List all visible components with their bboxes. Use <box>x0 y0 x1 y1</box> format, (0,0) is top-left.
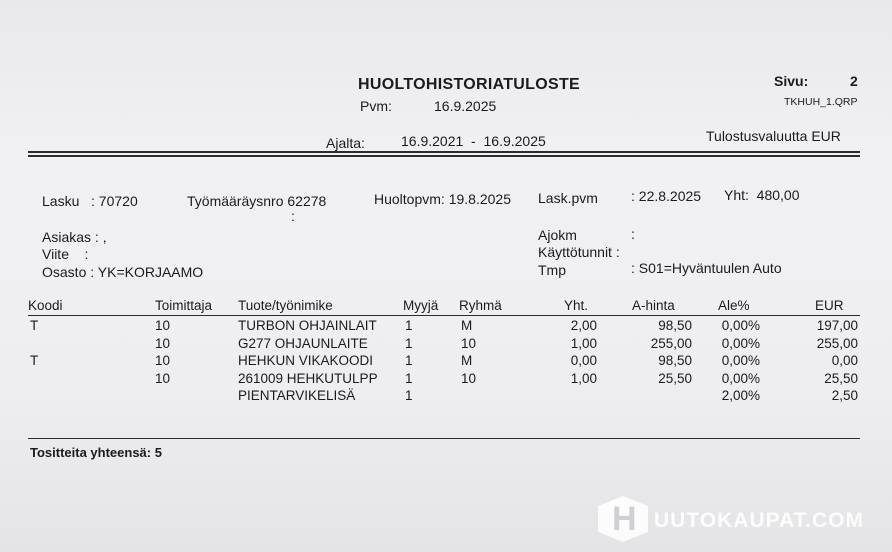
col-header-ale: Ale% <box>718 298 750 313</box>
cell-eur: 25,50 <box>824 371 858 386</box>
col-header-tuote: Tuote/työnimike <box>238 298 333 313</box>
cell-ale: 0,00% <box>721 371 760 386</box>
cell-ale: 2,00% <box>721 388 760 403</box>
cell-myyja: 1 <box>405 336 413 351</box>
date-label: Pvm: <box>360 98 392 114</box>
cell-ahinta: 255,00 <box>650 336 692 351</box>
header-rule-top <box>28 151 860 153</box>
col-header-yht: Yht. <box>564 298 589 313</box>
col-header-koodi: Koodi <box>28 298 63 313</box>
page-number: 2 <box>850 73 858 89</box>
cell-ale: 0,00% <box>721 318 760 333</box>
cell-toimittaja: 10 <box>155 336 171 351</box>
period-label: Ajalta: <box>326 135 365 151</box>
total-documents: Tositteita yhteensä: 5 <box>30 445 162 460</box>
cell-eur: 197,00 <box>816 318 858 333</box>
cell-eur: 2,50 <box>831 388 858 403</box>
watermark-logo-letter: H <box>612 500 637 538</box>
cell-ahinta: 98,50 <box>658 353 692 368</box>
cell-tuote: PIENTARVIKELISÄ <box>238 388 356 403</box>
tmp-label: Tmp <box>538 262 566 278</box>
mileage-colon: : <box>631 226 635 242</box>
period-value: 16.9.2021 - 16.9.2025 <box>401 133 546 149</box>
cell-ale: 0,00% <box>721 336 760 351</box>
cell-yht: 0,00 <box>570 353 597 368</box>
cell-yht: 2,00 <box>570 318 597 333</box>
cell-myyja: 1 <box>405 353 413 368</box>
report-title: HUOLTOHISTORIATULOSTE <box>358 76 581 93</box>
work-order-colon: : <box>291 208 295 224</box>
service-date: Huoltopvm: 19.8.2025 <box>374 191 511 207</box>
site-watermark <box>598 494 888 544</box>
cell-myyja: 1 <box>405 371 413 386</box>
cell-ryhma: 10 <box>461 371 477 386</box>
invoice-total: Yht: 480,00 <box>724 187 800 203</box>
cell-ale: 0,00% <box>721 353 760 368</box>
cell-myyja: 1 <box>405 388 413 403</box>
table-row <box>0 336 892 354</box>
page-label: Sivu: <box>774 73 809 89</box>
cell-koodi: T <box>30 353 39 368</box>
table-row <box>0 388 892 406</box>
cell-toimittaja: 10 <box>155 371 171 386</box>
customer-field: Asiakas : , <box>42 229 107 245</box>
reference-field: Viite : <box>42 246 89 262</box>
col-header-ryhma: Ryhmä <box>459 298 502 313</box>
mileage-label: Ajokm <box>538 227 577 243</box>
cell-koodi: T <box>30 318 39 333</box>
cell-yht: 1,00 <box>570 336 597 351</box>
col-header-myyja: Myyjä <box>403 298 439 313</box>
cell-tuote: TURBON OHJAINLAIT <box>238 318 377 333</box>
cell-ryhma: 10 <box>461 336 477 351</box>
col-header-eur: EUR <box>815 298 844 313</box>
date-value: 16.9.2025 <box>434 98 497 114</box>
cell-eur: 255,00 <box>816 336 858 351</box>
operating-hours-field: Käyttötunnit : <box>538 244 620 260</box>
report-code: TKHUH_1.QRP <box>784 96 858 108</box>
table-row <box>0 371 892 389</box>
table-header-rule <box>28 315 860 316</box>
tmp-value: : S01=Hyväntuulen Auto <box>631 260 782 276</box>
cell-myyja: 1 <box>405 318 413 333</box>
cell-toimittaja: 10 <box>155 353 171 368</box>
invoice-date-value: : 22.8.2025 <box>631 188 702 204</box>
table-row <box>0 318 892 336</box>
cell-tuote: HEHKUN VIKAKOODI <box>238 353 374 368</box>
invoice-date-label: Lask.pvm <box>538 190 598 206</box>
watermark-text: UUTOKAUPAT.COM <box>654 509 864 532</box>
cell-ryhma: M <box>461 353 473 368</box>
cell-eur: 0,00 <box>831 353 858 368</box>
currency-label: Tulostusvaluutta EUR <box>706 128 841 144</box>
header-rule-bottom <box>28 155 860 157</box>
cell-ryhma: M <box>461 318 473 333</box>
cell-tuote: G277 OHJAUNLAITE <box>238 336 368 351</box>
department-field: Osasto : YK=KORJAAMO <box>42 264 204 280</box>
col-header-toimittaja: Toimittaja <box>155 298 213 313</box>
cell-yht: 1,00 <box>570 371 597 386</box>
cell-toimittaja: 10 <box>155 318 171 333</box>
col-header-ahinta: A-hinta <box>632 298 675 313</box>
table-row <box>0 353 892 371</box>
work-order-number: Työmääräysnro 62278 <box>187 193 327 209</box>
invoice-number: Lasku : 70720 <box>42 193 138 209</box>
cell-ahinta: 25,50 <box>658 371 692 386</box>
table-footer-rule <box>28 438 860 439</box>
cell-ahinta: 98,50 <box>658 318 692 333</box>
cell-tuote: 261009 HEHKUTULPP <box>238 371 378 386</box>
